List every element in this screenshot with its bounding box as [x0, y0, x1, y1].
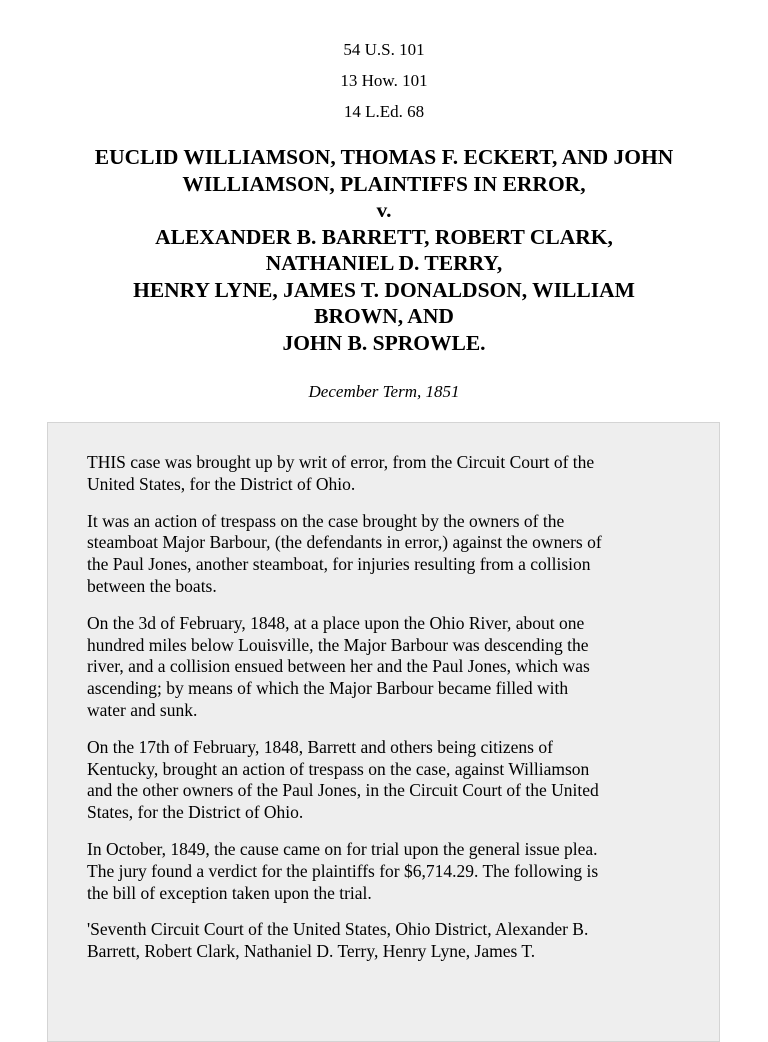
case-title: [30, 144, 738, 356]
paragraph: [87, 613, 687, 722]
paragraph: [87, 737, 687, 824]
title-line: JOHN B. SPROWLE.: [282, 330, 486, 355]
citation-us: 54 U.S. 101: [343, 40, 425, 59]
title-line: WILLIAMSON, PLAINTIFFS IN ERROR,: [182, 171, 586, 196]
title-line: BROWN, AND: [314, 304, 454, 328]
title-line: v.: [376, 198, 392, 222]
title-line: NATHANIEL D. TERRY,: [265, 251, 503, 275]
text-line: In October, 1849, the cause came on for trial upon the general issue plea.: [87, 838, 598, 859]
text-line: 'Seventh Circuit Court of the United States, Ohio District, Alexander B.: [87, 919, 589, 940]
paragraph: [87, 919, 687, 963]
text-line: THIS case was brought up by writ of error, from the Circuit Court of the: [87, 452, 595, 472]
paragraph: [87, 452, 687, 496]
opinion-body: [47, 422, 720, 1042]
text-line: and the other owners of the Paul Jones, in the Circuit Court of the United: [87, 780, 599, 801]
text-line: On the 3d of February, 1848, at a place upon the Ohio River, about one: [87, 612, 585, 633]
text-line: the bill of exception taken upon the trial.: [87, 882, 372, 903]
title-line: ALEXANDER B. BARRETT, ROBERT CLARK,: [155, 224, 613, 249]
opinion-text: [87, 452, 687, 978]
text-line: Barrett, Robert Clark, Nathaniel D. Terry, Henry Lyne, James T.: [87, 941, 536, 962]
text-line: water and sunk.: [87, 699, 198, 720]
text-line: The jury found a verdict for the plaintiffs for $6,714.29. The following is: [87, 860, 599, 881]
text-line: the Paul Jones, another steamboat, for injuries resulting from a collision: [87, 554, 591, 575]
title-line: HENRY LYNE, JAMES T. DONALDSON, WILLIAM: [133, 277, 635, 302]
text-line: hundred miles below Louisville, the Major Barbour was descending the: [87, 634, 589, 655]
citations: [0, 34, 768, 127]
text-line: States, for the District of Ohio.: [87, 802, 304, 823]
text-line: On the 17th of February, 1848, Barrett and others being citizens of: [87, 736, 553, 757]
court-term: December Term, 1851: [308, 382, 460, 401]
text-line: river, and a collision ensued between her and the Paul Jones, which was: [87, 656, 590, 677]
text-line: ascending; by means of which the Major Barbour became filled with: [87, 678, 569, 699]
citation-how: 13 How. 101: [340, 71, 428, 90]
text-line: Kentucky, brought an action of trespass on the case, against Williamson: [87, 758, 590, 779]
paragraph: [87, 839, 687, 904]
text-line: United States, for the District of Ohio.: [87, 473, 356, 494]
text-line: between the boats.: [87, 575, 217, 596]
paragraph: [87, 511, 687, 598]
citation-led: 14 L.Ed. 68: [343, 102, 425, 121]
text-line: It was an action of trespass on the case brought by the owners of the: [87, 510, 565, 531]
title-line: EUCLID WILLIAMSON, THOMAS F. ECKERT, AND JOHN: [94, 145, 674, 169]
text-line: steamboat Major Barbour, (the defendants in error,) against the owners of: [87, 532, 602, 553]
